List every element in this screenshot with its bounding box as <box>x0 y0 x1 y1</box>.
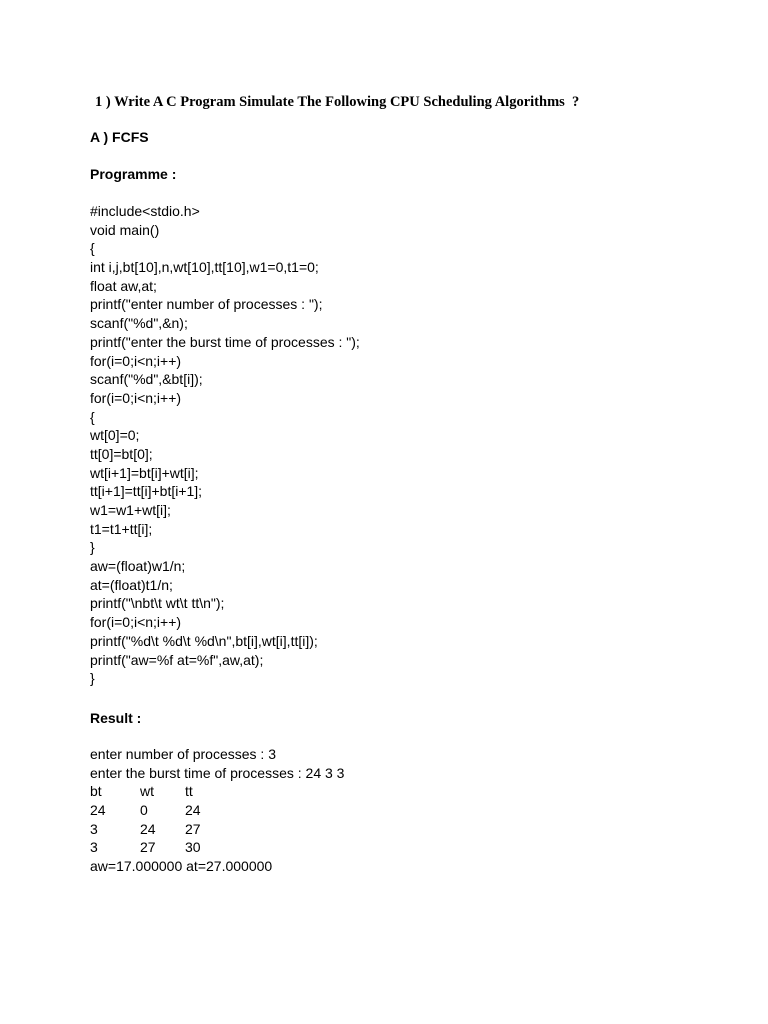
code-line: { <box>90 240 95 257</box>
cell-bt: 3 <box>90 839 98 856</box>
result-output <box>90 745 344 876</box>
question-title: 1 ) Write A C Program Simulate The Following CPU Scheduling Algorithms ? <box>95 94 580 110</box>
cell-bt: 24 <box>90 802 106 819</box>
code-line: } <box>90 670 95 687</box>
section-heading: A ) FCFS <box>90 129 149 145</box>
code-line: float aw,at; <box>90 277 157 294</box>
code-line: printf("enter number of processes : "); <box>90 296 323 313</box>
cell-tt: 30 <box>185 839 201 856</box>
table-row <box>90 801 344 820</box>
code-line: w1=w1+wt[i]; <box>90 502 171 518</box>
header-tt: tt <box>185 783 193 800</box>
code-line: printf("aw=%f at=%f",aw,at); <box>90 651 264 668</box>
code-line: { <box>90 408 95 425</box>
cell-wt: 27 <box>140 839 156 856</box>
cell-bt: 3 <box>90 820 98 837</box>
code-line: tt[0]=bt[0]; <box>90 445 153 462</box>
code-line: wt[i+1]=bt[i]+wt[i]; <box>90 464 199 481</box>
code-line: printf("enter the burst time of processes : "); <box>90 333 360 350</box>
code-line: scanf("%d",&bt[i]); <box>90 371 203 388</box>
code-line: printf("\nbt\t wt\t tt\n"); <box>90 595 225 612</box>
code-line: scanf("%d",&n); <box>90 315 188 332</box>
cell-tt: 27 <box>185 820 201 837</box>
code-line: for(i=0;i<n;i++) <box>90 389 182 406</box>
cell-wt: 24 <box>140 820 156 837</box>
code-line: aw=(float)w1/n; <box>90 558 186 575</box>
result-label: Result : <box>90 710 142 726</box>
code-line: t1=t1+tt[i]; <box>90 520 153 537</box>
code-line: int i,j,bt[10],n,wt[10],tt[10],w1=0,t1=0; <box>90 259 319 276</box>
cell-tt: 24 <box>185 802 201 819</box>
code-line: for(i=0;i<n;i++) <box>90 352 182 369</box>
code-line: for(i=0;i<n;i++) <box>90 614 182 631</box>
cell-wt: 0 <box>140 802 148 819</box>
programme-label: Programme : <box>90 166 177 182</box>
header-wt: wt <box>140 783 154 800</box>
code-line: wt[0]=0; <box>90 427 140 444</box>
result-averages: aw=17.000000 at=27.000000 <box>90 858 273 875</box>
header-bt: bt <box>90 783 102 800</box>
code-line: at=(float)t1/n; <box>90 576 173 593</box>
table-row <box>90 838 344 857</box>
table-row <box>90 820 344 839</box>
result-table-header <box>90 782 344 801</box>
result-prompt-processes: enter number of processes : 3 <box>90 746 276 762</box>
code-line: tt[i+1]=tt[i]+bt[i+1]; <box>90 483 203 500</box>
code-line: void main() <box>90 221 160 238</box>
code-line: printf("%d\t %d\t %d\n",bt[i],wt[i],tt[i]); <box>90 632 318 649</box>
code-block <box>90 202 360 688</box>
result-prompt-burst: enter the burst time of processes : 24 3 3 <box>90 764 345 781</box>
code-line: } <box>90 539 95 556</box>
code-line: #include<stdio.h> <box>90 203 200 219</box>
